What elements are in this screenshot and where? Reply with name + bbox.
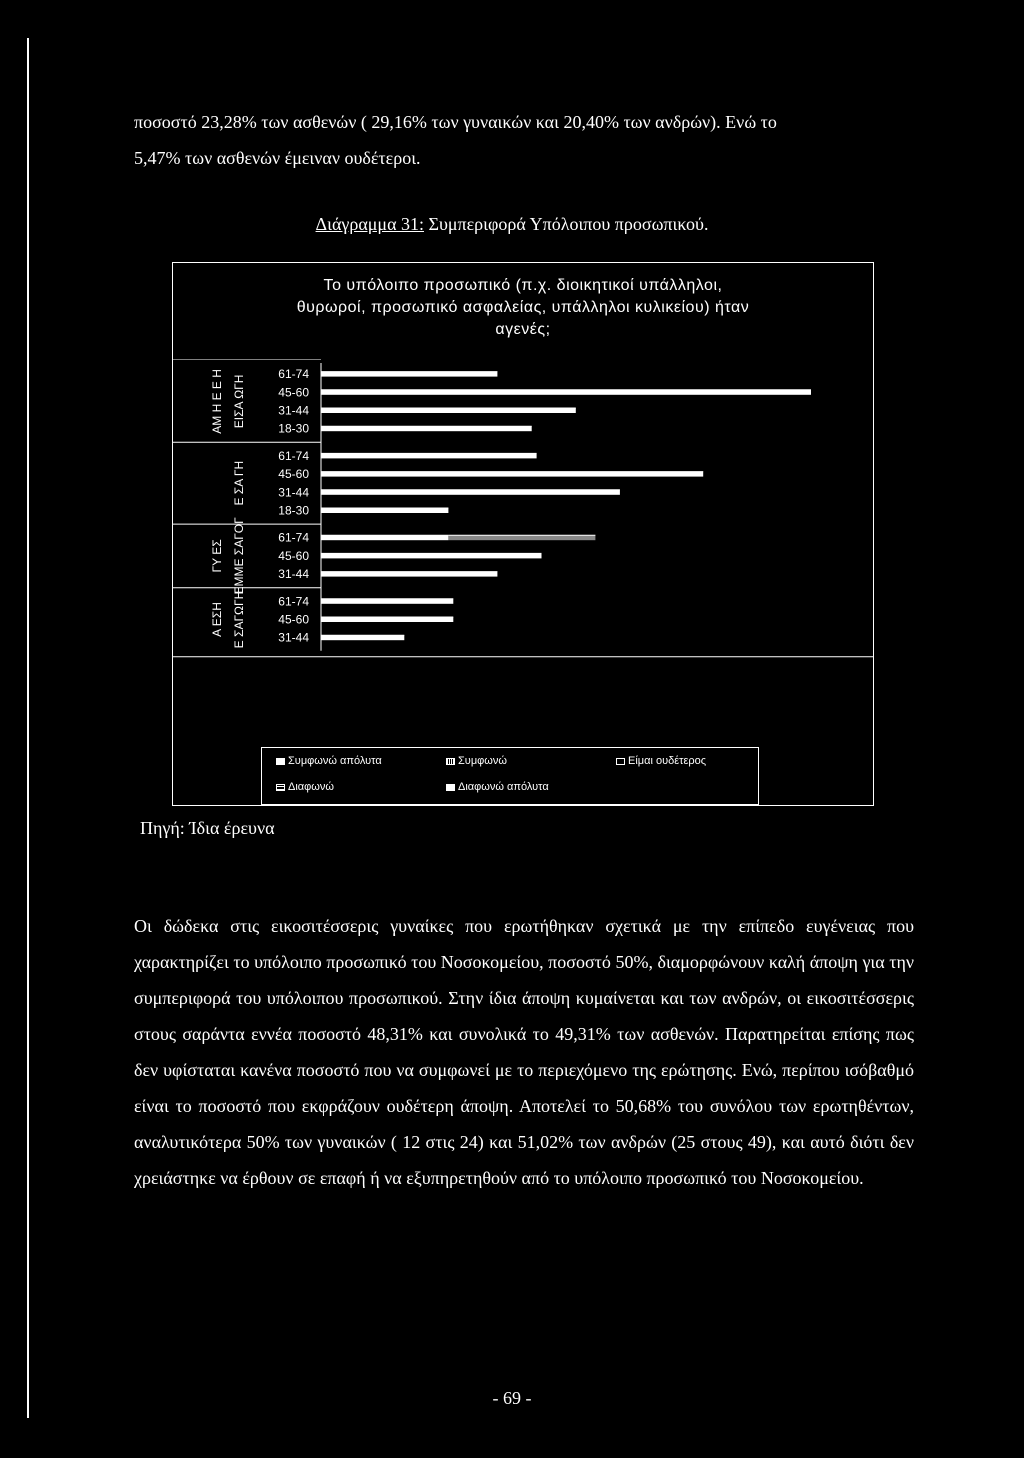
bar-2-0-2: [321, 535, 448, 540]
bar-3-0-2: [321, 599, 453, 604]
bar-1-3-2: [321, 508, 448, 513]
group-inner-label-1: Ε ΣΑ ΓΗ: [232, 460, 246, 506]
bar-2-0-3: [448, 535, 595, 540]
tick-label-1-0: 61-74: [278, 448, 309, 463]
source-label: Πηγή: Ίδια έρευνα: [140, 818, 275, 838]
bar-0-0-2: [321, 372, 497, 377]
paragraph-top: [134, 104, 914, 176]
chart-title-line-2: θυρωροί, προσωπικό ασφαλείας, υπάλληλοι κυλικείου) ήταν: [296, 299, 750, 316]
bar-2-1-2: [321, 553, 542, 558]
bar-0-3-0: [321, 426, 346, 431]
legend-label-0: Συμφωνώ απόλυτα: [288, 755, 382, 767]
caption-text: Συμπεριφορά Υπόλοιπου προσωπικού.: [424, 214, 709, 234]
tick-label-2-0: 61-74: [278, 530, 309, 545]
tick-label-2-2: 31-44: [278, 567, 309, 582]
group-inner-label-0: ΕΙΣΑ ΩΓΗ: [232, 374, 246, 429]
bar-0-2-2: [321, 408, 576, 413]
group-inner-label-2: ΕΜΜΕ ΣΑΓΟΓ: [232, 517, 246, 595]
group-outer-label-3: Α ΕΣΗ: [210, 602, 224, 637]
figure-caption: [0, 214, 1024, 235]
tick-label-0-1: 45-60: [278, 385, 309, 400]
tick-label-3-0: 61-74: [278, 594, 309, 609]
left-edge-line: [27, 38, 29, 1418]
tick-label-3-2: 31-44: [278, 630, 309, 645]
tick-label-0-3: 18-30: [278, 421, 309, 436]
bar-1-2-2: [321, 490, 620, 495]
legend-entry-3: [276, 781, 334, 793]
tick-label-3-1: 45-60: [278, 612, 309, 627]
legend-entry-1: [446, 755, 507, 767]
bar-2-2-2: [321, 572, 497, 577]
page-number: - 69 -: [492, 1388, 532, 1408]
legend-swatch-3: [276, 784, 285, 791]
tick-label-1-2: 31-44: [278, 485, 309, 500]
chart-title-line-1: Το υπόλοιπο προσωπικό (π.χ. διοικητικοί υπάλληλοι,: [323, 277, 723, 294]
chart-legend: [261, 747, 759, 805]
tick-label-0-2: 31-44: [278, 403, 309, 418]
tick-label-2-1: 45-60: [278, 548, 309, 563]
legend-entry-0: [276, 755, 382, 767]
chart-figure: [172, 262, 874, 806]
legend-swatch-1: [446, 758, 455, 765]
legend-swatch-2: [616, 758, 625, 765]
chart-title: [173, 275, 873, 341]
legend-swatch-0: [276, 758, 285, 765]
tick-label-1-1: 45-60: [278, 467, 309, 482]
bar-chart: [173, 359, 873, 719]
group-inner-label-3: Ε ΣΑΓΩΓΗ: [232, 590, 246, 649]
legend-label-1: Συμφωνώ: [458, 755, 507, 767]
bar-3-1-2: [321, 617, 453, 622]
paragraph-bottom: [134, 908, 914, 1196]
tick-label-0-0: 61-74: [278, 367, 309, 382]
legend-label-3: Διαφωνώ: [288, 781, 334, 793]
bar-1-0-2: [321, 453, 537, 458]
group-outer-label-2: ΓΥ ΕΣ: [210, 539, 224, 573]
group-outer-label-0: ΑΜ Η Ε Ε Η: [210, 369, 224, 434]
paragraph-top-line-1: ποσοστό 23,28% των ασθενών ( 29,16% των γυναικών και 20,40% των ανδρών). Ενώ το: [134, 112, 777, 132]
paragraph-bottom-text: Οι δώδεκα στις εικοσιτέσσερις γυναίκες που ερωτήθηκαν σχετικά με την επίπεδο ευγένειας που χαρακτηρίζει το υπόλοιπο προσωπικό του Νοσοκομείου, ποσοστό 50%, διαμορφώνουν καλή άποψη για την συμπεριφορά του υπόλοιπου προσωπικού. Στην ίδια άποψη κυμαίνεται και των ανδρών, οι εικοσιτέσσερις στους σαράντα εννέα ποσοστό 48,31% και συνολικά το 49,31% των ασθενών. Παρατηρείται επίσης πως δεν υφίσταται κανένα ποσοστό που να συμφωνεί με το περιεχόμενο της ερώτησης. Ενώ, περίπου ισόβαθμό είναι το ποσοστό που εκφράζουν ουδέτερη άποψη. Αποτελεί το 50,68% του συνόλου των ερωτηθέντων, αναλυτικότερα 50% των γυναικών ( 12 στις 24) και 51,02% των ανδρών (25 στους 49), και αυτό διότι δεν χρειάστηκε να έρθουν σε επαφή ή να εξυπηρετηθούν από το υπόλοιπο προσωπικό του Νοσοκομείου.: [134, 916, 914, 1188]
bar-0-1-2: [321, 390, 811, 395]
paragraph-top-line-2: 5,47% των ασθενών έμειναν ουδέτεροι.: [134, 148, 421, 168]
legend-label-2: Είμαι ουδέτερος: [628, 755, 707, 767]
legend-entry-2: [616, 755, 706, 767]
legend-label-4: Διαφωνώ απόλυτα: [458, 781, 549, 793]
bar-1-1-2: [321, 472, 703, 477]
tick-label-1-3: 18-30: [278, 503, 309, 518]
legend-entry-4: [446, 781, 549, 793]
chart-title-line-3: αγενές;: [495, 321, 551, 338]
legend-swatch-4: [446, 784, 455, 791]
bar-3-2-2: [321, 635, 404, 640]
bar-0-3-2: [346, 426, 532, 431]
caption-label: Διάγραμμα 31:: [315, 214, 424, 234]
